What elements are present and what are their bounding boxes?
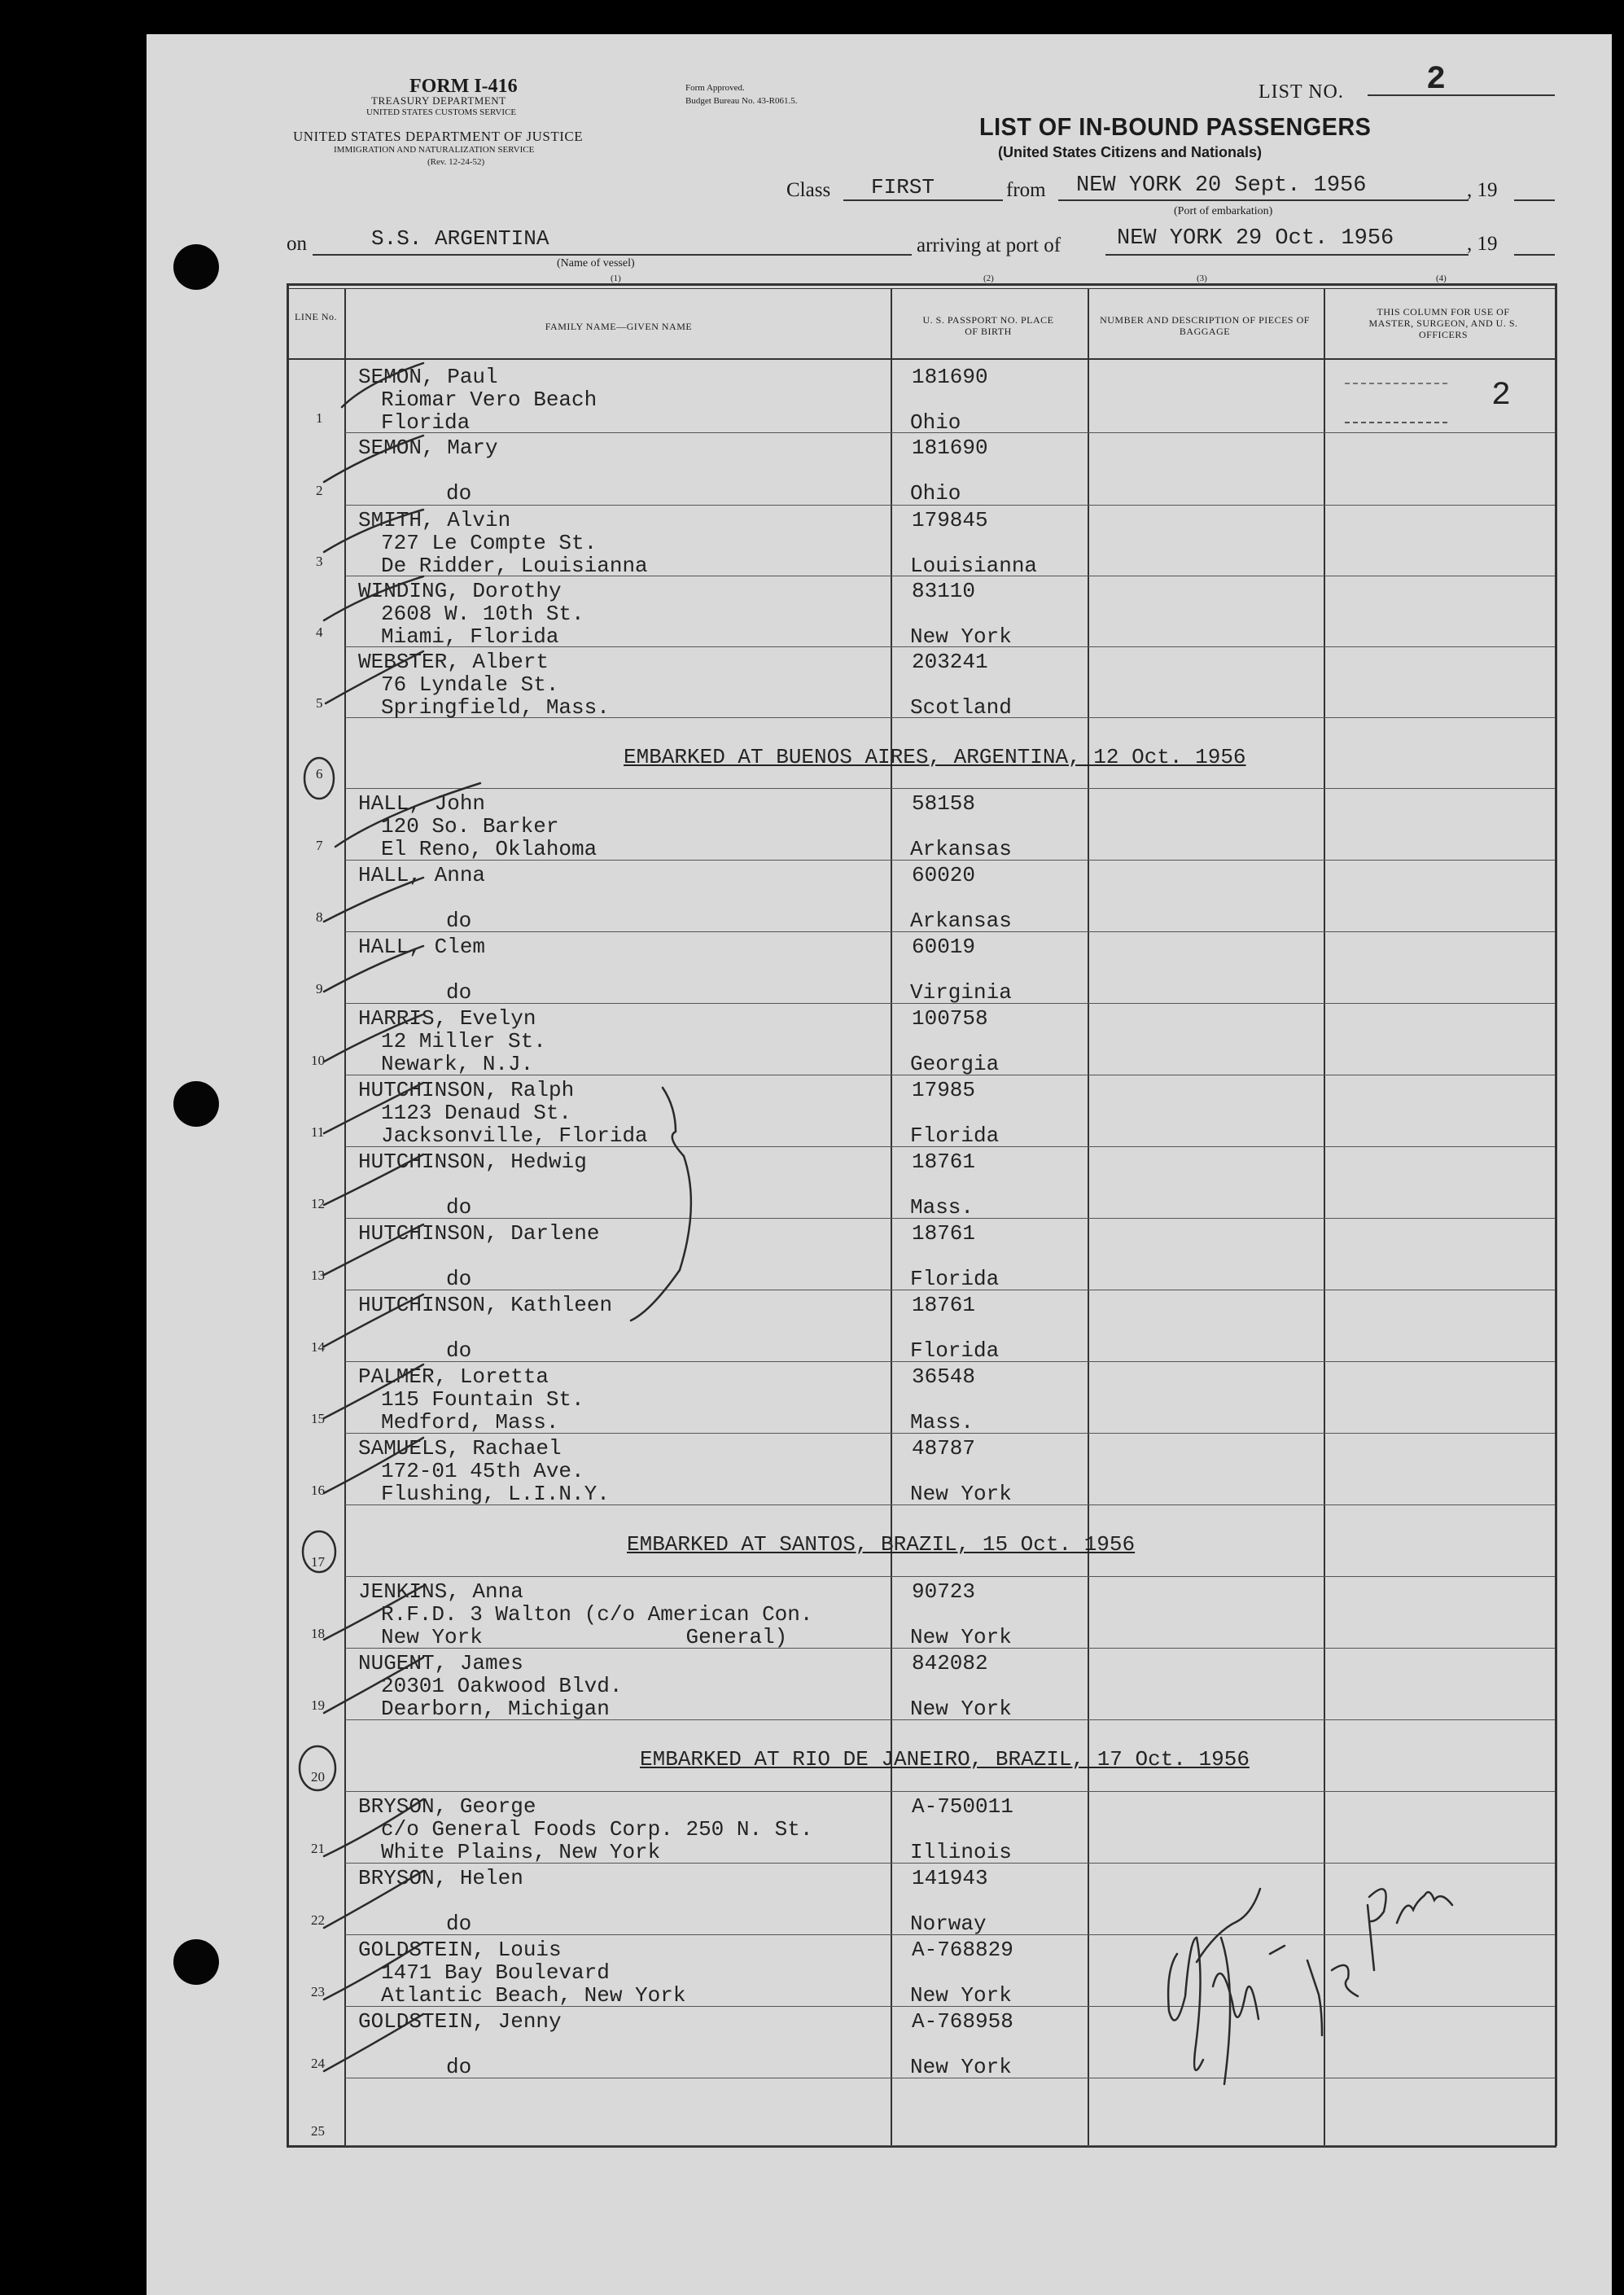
passenger-name: SAMUELS, Rachael — [358, 1436, 562, 1461]
line-number: 5 — [316, 695, 323, 711]
passport-number: 60019 — [912, 935, 976, 959]
place-of-birth: Ohio — [910, 481, 961, 506]
passport-number: 36548 — [912, 1364, 976, 1389]
passport-number: 17985 — [912, 1078, 976, 1102]
vessel-caption: (Name of vessel) — [557, 257, 635, 269]
passport-number: 842082 — [912, 1651, 988, 1675]
passenger-address: c/o General Foods Corp. 250 N. St. — [381, 1817, 813, 1842]
passenger-city: do — [446, 980, 472, 1005]
line-number: 7 — [316, 838, 323, 853]
passport-number: 48787 — [912, 1436, 976, 1461]
col-name: FAMILY NAME—GIVEN NAME — [545, 321, 693, 332]
passenger-city: do — [446, 2055, 472, 2079]
line-number: 1 — [316, 410, 323, 426]
check-mark — [324, 1154, 423, 1205]
passport-number: A-768958 — [912, 2009, 1013, 2034]
line-number: 2 — [316, 483, 323, 498]
passport-number: A-750011 — [912, 1794, 1013, 1819]
place-of-birth: Florida — [910, 1338, 1000, 1363]
dept-treasury: TREASURY DEPARTMENT — [371, 94, 506, 107]
line-number: 23 — [311, 1984, 325, 1999]
passenger-city: El Reno, Oklahoma — [381, 837, 598, 861]
passport-number: 60020 — [912, 863, 976, 887]
passport-number: 203241 — [912, 650, 988, 674]
place-of-birth: Norway — [910, 1912, 987, 1936]
passenger-city: Newark, N.J. — [381, 1052, 534, 1076]
passenger-name: HUTCHINSON, Hedwig — [358, 1150, 587, 1174]
passport-number: 90723 — [912, 1579, 976, 1604]
passport-number: 18761 — [912, 1293, 976, 1317]
from-label: from — [1006, 179, 1046, 201]
check-mark — [324, 878, 423, 922]
check-mark — [335, 783, 480, 847]
passenger-name: WINDING, Dorothy — [358, 579, 562, 603]
passenger-city: do — [446, 909, 472, 933]
passenger-name: PALMER, Loretta — [358, 1364, 549, 1389]
col-line-no: LINE No. — [295, 311, 337, 322]
class-label: Class — [786, 179, 831, 201]
section-heading: EMBARKED AT BUENOS AIRES, ARGENTINA, 12 Oct. 1956 — [624, 744, 1246, 769]
place-of-birth: Virginia — [910, 980, 1012, 1005]
check-mark — [324, 1799, 423, 1856]
circle-mark — [304, 758, 334, 799]
passenger-name: HARRIS, Evelyn — [358, 1006, 536, 1031]
passenger-city: Miami, Florida — [381, 624, 559, 649]
place-of-birth: New York — [910, 1625, 1012, 1649]
line-number: 13 — [311, 1268, 325, 1283]
check-mark — [342, 363, 423, 407]
place-of-birth: Arkansas — [910, 909, 1012, 933]
passenger-name: HUTCHINSON, Kathleen — [358, 1293, 613, 1317]
passenger-city: Atlantic Beach, New York — [381, 1983, 686, 2008]
col-baggage: NUMBER AND DESCRIPTION OF PIECES OF BAGGAGE — [1100, 314, 1310, 337]
place-of-birth: New York — [910, 1697, 1012, 1721]
check-mark — [324, 946, 423, 992]
line-number: 9 — [316, 981, 323, 996]
passport-number: 58158 — [912, 791, 976, 816]
line-number: 16 — [311, 1483, 325, 1498]
line-number: 6 — [316, 766, 323, 782]
passport-number: 100758 — [912, 1006, 988, 1031]
form-title: LIST OF IN-BOUND PASSENGERS — [979, 112, 1372, 141]
port-embark-caption: (Port of embarkation) — [1174, 205, 1273, 217]
on-label: on — [287, 233, 307, 255]
check-mark — [326, 651, 423, 703]
line-number: 4 — [316, 624, 323, 640]
passenger-city: do — [446, 1195, 472, 1220]
check-mark — [324, 1438, 423, 1493]
line-number: 20 — [311, 1769, 325, 1785]
passenger-city: Flushing, L.I.N.Y. — [381, 1482, 610, 1506]
line-number: 11 — [311, 1124, 325, 1140]
passenger-address: 172-01 45th Ave. — [381, 1459, 584, 1483]
check-mark — [324, 1083, 423, 1133]
passport-number: 181690 — [912, 365, 988, 389]
passenger-city: do — [446, 1338, 472, 1363]
passport-number: 141943 — [912, 1866, 988, 1890]
line-number: 19 — [311, 1697, 325, 1713]
passenger-city: Florida — [381, 410, 471, 435]
check-mark — [324, 510, 423, 552]
check-mark — [324, 2014, 423, 2071]
year-1: , 19 — [1467, 179, 1498, 201]
dept-justice: UNITED STATES DEPARTMENT OF JUSTICE — [293, 129, 584, 144]
passenger-city: Springfield, Mass. — [381, 695, 610, 720]
bracket-mark — [631, 1088, 691, 1321]
passenger-name: JENKINS, Anna — [358, 1579, 523, 1604]
passenger-city: De Ridder, Louisianna — [381, 554, 648, 578]
passenger-name: BRYSON, George — [358, 1794, 536, 1819]
list-number: 2 — [1426, 62, 1447, 99]
place-of-birth: Louisianna — [910, 554, 1038, 578]
passenger-name: NUGENT, James — [358, 1651, 523, 1675]
place-of-birth: New York — [910, 2055, 1012, 2079]
passenger-city: do — [446, 481, 472, 506]
passenger-name: HALL, John — [358, 791, 486, 816]
place-of-birth: Ohio — [910, 410, 961, 435]
passenger-city: do — [446, 1267, 472, 1291]
passenger-address: R.F.D. 3 Walton (c/o American Con. — [381, 1602, 813, 1627]
check-mark — [324, 1294, 423, 1347]
place-of-birth: Mass. — [910, 1195, 974, 1220]
check-mark — [324, 1942, 423, 1999]
dept-immigration: IMMIGRATION AND NATURALIZATION SERVICE — [334, 145, 535, 155]
officer-note: 2 — [1491, 378, 1512, 414]
passenger-name: BRYSON, Helen — [358, 1866, 523, 1890]
passenger-city: Dearborn, Michigan — [381, 1697, 610, 1721]
from-value: NEW YORK 20 Sept. 1956 — [1076, 173, 1367, 198]
line-number: 25 — [311, 2123, 325, 2139]
section-heading: EMBARKED AT SANTOS, BRAZIL, 15 Oct. 1956 — [627, 1532, 1136, 1557]
check-mark — [324, 1364, 423, 1418]
passenger-address: 1471 Bay Boulevard — [381, 1960, 610, 1985]
year-2: , 19 — [1467, 233, 1498, 255]
passenger-name: HUTCHINSON, Darlene — [358, 1221, 600, 1246]
check-mark — [324, 1014, 423, 1062]
passenger-address: 20301 Oakwood Blvd. — [381, 1674, 623, 1698]
passenger-name: HALL, Anna — [358, 863, 486, 887]
passenger-address: 120 So. Barker — [381, 814, 559, 839]
place-of-birth: Florida — [910, 1123, 1000, 1148]
check-mark — [324, 1586, 423, 1640]
passenger-address: 12 Miller St. — [381, 1029, 546, 1053]
passenger-name: GOLDSTEIN, Louis — [358, 1938, 562, 1962]
line-number: 21 — [311, 1841, 325, 1856]
passport-number: A-768829 — [912, 1938, 1013, 1962]
form-number: FORM I-416 — [409, 76, 518, 97]
passenger-name: HALL, Clem — [358, 935, 486, 959]
class-value: FIRST — [871, 175, 935, 199]
line-number: 14 — [311, 1339, 325, 1355]
check-mark — [324, 1871, 423, 1928]
place-of-birth: Arkansas — [910, 837, 1012, 861]
check-mark — [324, 576, 423, 620]
passenger-address: 115 Fountain St. — [381, 1387, 584, 1412]
passport-number: 18761 — [912, 1150, 976, 1174]
section-heading: EMBARKED AT RIO DE JANEIRO, BRAZIL, 17 Oct. 1956 — [640, 1747, 1250, 1772]
dept-customs: UNITED STATES CUSTOMS SERVICE — [366, 107, 517, 117]
approval-line-2: Budget Bureau No. 43-R061.5. — [685, 96, 798, 106]
passport-number: 18761 — [912, 1221, 976, 1246]
line-number: 22 — [311, 1912, 325, 1928]
inspector-signature — [1168, 1889, 1452, 2084]
line-number: 10 — [311, 1053, 325, 1068]
passenger-name: GOLDSTEIN, Jenny — [358, 2009, 562, 2034]
passenger-city: New York General) — [381, 1625, 788, 1649]
arriving-label: arriving at port of — [917, 234, 1062, 256]
line-number: 17 — [311, 1554, 325, 1570]
check-mark — [324, 436, 423, 482]
passenger-address: 1123 Denaud St. — [381, 1101, 572, 1125]
passenger-city: Jacksonville, Florida — [381, 1123, 648, 1148]
circle-mark — [300, 1746, 335, 1790]
approval-line-1: Form Approved. — [685, 83, 745, 93]
col-officers: THIS COLUMN FOR USE OF MASTER, SURGEON, AND U. S. OFFICERS — [1368, 306, 1518, 340]
passenger-name: WEBSTER, Albert — [358, 650, 549, 674]
passenger-address: 76 Lyndale St. — [381, 672, 559, 697]
passenger-address: 2608 W. 10th St. — [381, 602, 584, 626]
place-of-birth: New York — [910, 1482, 1012, 1506]
place-of-birth: Illinois — [910, 1840, 1012, 1864]
col-passport: U. S. PASSPORT NO. PLACE OF BIRTH — [922, 314, 1054, 337]
col-marker-3: (3) — [1197, 274, 1207, 283]
passenger-address: 727 Le Compte St. — [381, 531, 598, 555]
line-number: 15 — [311, 1411, 325, 1426]
line-number: 3 — [316, 554, 323, 569]
check-mark — [324, 1224, 423, 1275]
line-number: 12 — [311, 1196, 325, 1211]
place-of-birth: Florida — [910, 1267, 1000, 1291]
passenger-name: HUTCHINSON, Ralph — [358, 1078, 575, 1102]
place-of-birth: New York — [910, 1983, 1012, 2008]
place-of-birth: Mass. — [910, 1410, 974, 1434]
passport-number: 83110 — [912, 579, 976, 603]
col-marker-2: (2) — [983, 274, 994, 283]
passenger-city: White Plains, New York — [381, 1840, 661, 1864]
check-mark — [324, 1658, 423, 1713]
passport-number: 181690 — [912, 436, 988, 460]
place-of-birth: New York — [910, 624, 1012, 649]
circle-mark — [303, 1531, 335, 1572]
passenger-address: Riomar Vero Beach — [381, 388, 598, 412]
col-marker-1: (1) — [611, 274, 621, 283]
passenger-city: do — [446, 1912, 472, 1936]
passenger-name: SEMON, Mary — [358, 436, 498, 460]
passenger-name: SMITH, Alvin — [358, 508, 511, 532]
passenger-city: Medford, Mass. — [381, 1410, 559, 1434]
line-number: 18 — [311, 1626, 325, 1641]
passport-number: 179845 — [912, 508, 988, 532]
place-of-birth: Georgia — [910, 1052, 1000, 1076]
place-of-birth: Scotland — [910, 695, 1012, 720]
line-number: 8 — [316, 909, 323, 925]
arrival-port: NEW YORK 29 Oct. 1956 — [1117, 226, 1394, 251]
vessel-name: S.S. ARGENTINA — [371, 226, 549, 251]
line-number: 24 — [311, 2056, 325, 2071]
revision-date: (Rev. 12-24-52) — [427, 157, 485, 167]
col-marker-4: (4) — [1436, 274, 1447, 283]
form-subtitle: (United States Citizens and Nationals) — [998, 144, 1263, 160]
passenger-name: SEMON, Paul — [358, 365, 498, 389]
list-no-label: LIST NO. — [1258, 81, 1344, 103]
